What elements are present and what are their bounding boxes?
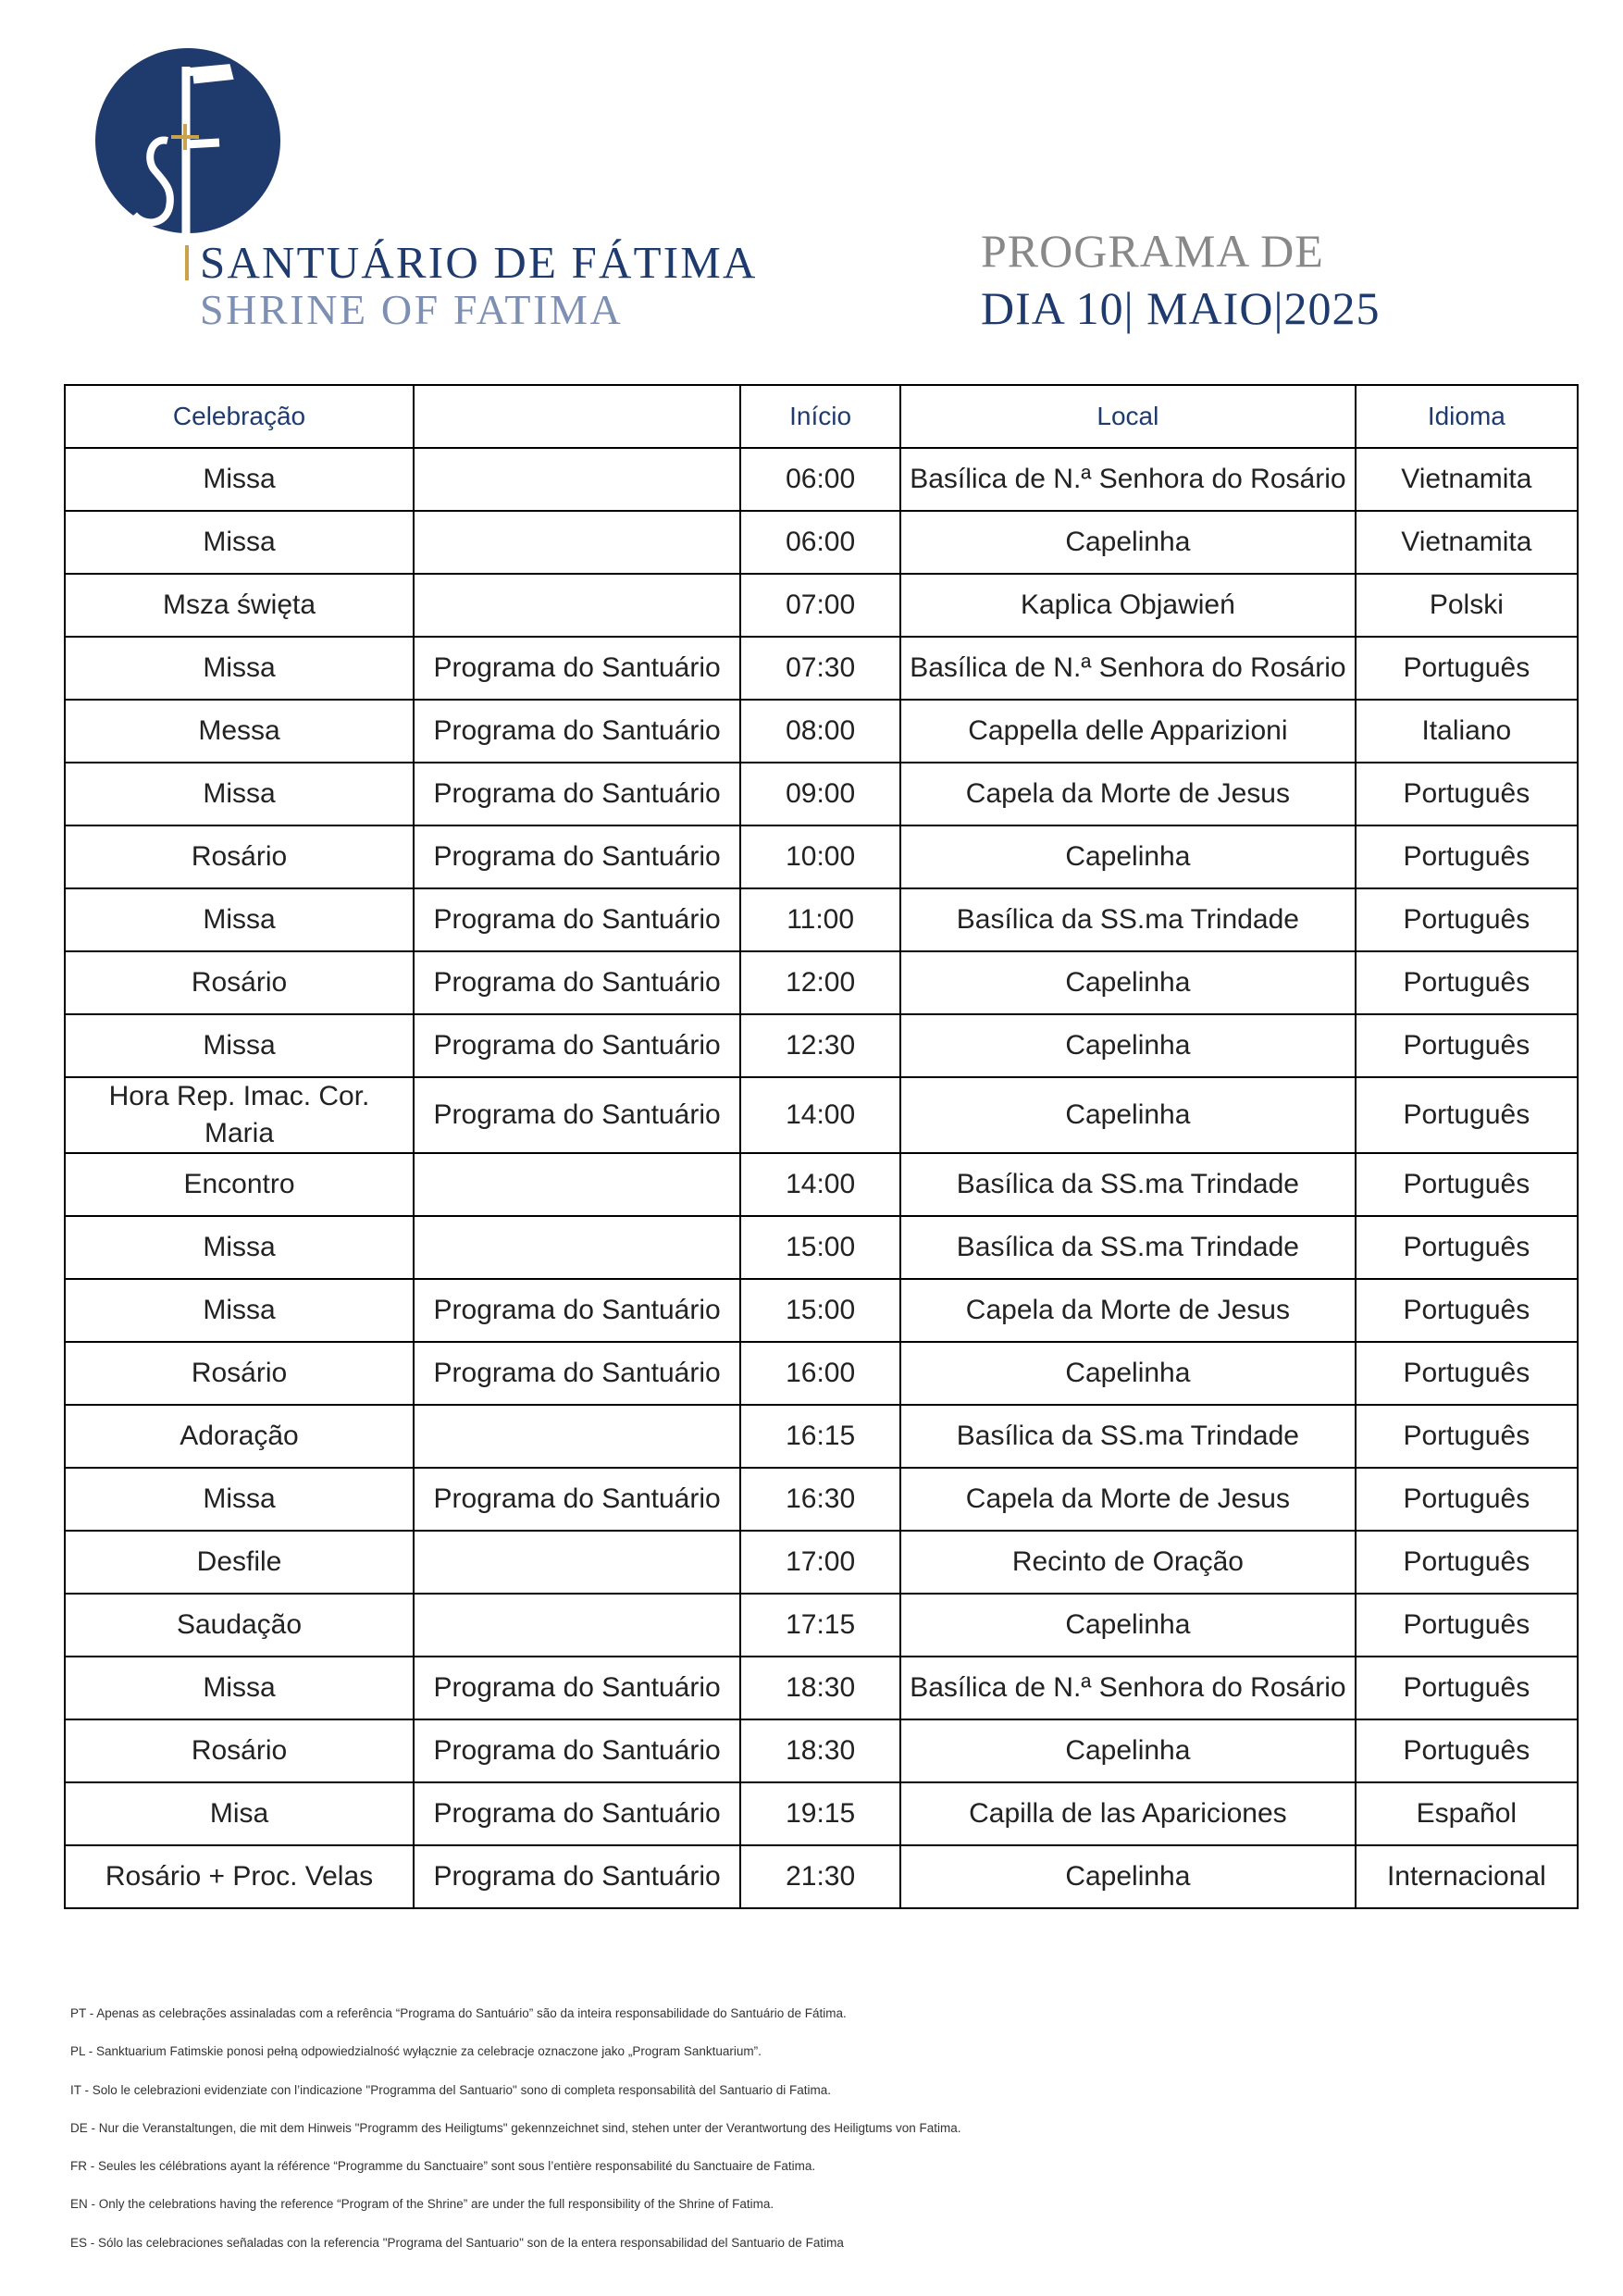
schedule-body — [65, 448, 1578, 1908]
cell-local: Capelinha — [900, 951, 1356, 1014]
cell-idioma: Português — [1356, 951, 1578, 1014]
cell-idioma: Italiano — [1356, 700, 1578, 763]
cell-local: Capelinha — [900, 1014, 1356, 1077]
cell-programa: Programa do Santuário — [414, 763, 740, 825]
cell-local: Basílica da SS.ma Trindade — [900, 888, 1356, 951]
cell-programa: Programa do Santuário — [414, 1014, 740, 1077]
cell-idioma: Polski — [1356, 574, 1578, 637]
cell-inicio: 09:00 — [740, 763, 900, 825]
sf-monogram-icon — [95, 48, 280, 233]
cell-celebracao: Missa — [65, 1216, 414, 1279]
cell-local: Capela da Morte de Jesus — [900, 763, 1356, 825]
cell-celebracao: Rosário — [65, 825, 414, 888]
cell-idioma: Español — [1356, 1782, 1578, 1845]
cell-inicio: 16:00 — [740, 1342, 900, 1405]
cell-programa: Programa do Santuário — [414, 825, 740, 888]
cell-local: Recinto de Oração — [900, 1531, 1356, 1594]
cell-celebracao: Saudação — [65, 1594, 414, 1657]
cell-inicio: 19:15 — [740, 1782, 900, 1845]
cell-local: Basílica de N.ª Senhora do Rosário — [900, 1657, 1356, 1719]
table-row — [65, 1657, 1578, 1719]
cell-idioma: Português — [1356, 1279, 1578, 1342]
cell-local: Capelinha — [900, 1342, 1356, 1405]
cell-programa — [414, 1153, 740, 1216]
cell-inicio: 15:00 — [740, 1216, 900, 1279]
cell-inicio: 16:15 — [740, 1405, 900, 1468]
cell-local: Cappella delle Apparizioni — [900, 700, 1356, 763]
table-row — [65, 637, 1578, 700]
table-row — [65, 511, 1578, 574]
footnotes — [70, 2006, 961, 2274]
cell-celebracao: Missa — [65, 511, 414, 574]
cell-inicio: 08:00 — [740, 700, 900, 763]
cell-programa: Programa do Santuário — [414, 1657, 740, 1719]
cell-programa — [414, 1531, 740, 1594]
cell-idioma: Português — [1356, 637, 1578, 700]
footnote-line: PL - Sanktuarium Fatimskie ponosi pełną odpowiedzialność wyłącznie za celebracje oznaczone jako „Program Sanktuarium”. — [70, 2044, 762, 2059]
cell-inicio: 10:00 — [740, 825, 900, 888]
cell-local: Basílica de N.ª Senhora do Rosário — [900, 448, 1356, 511]
title-date: DIA 10| MAIO|2025 — [981, 282, 1381, 334]
cell-programa: Programa do Santuário — [414, 1719, 740, 1782]
cell-celebracao: Missa — [65, 637, 414, 700]
cell-celebracao: Rosário — [65, 1342, 414, 1405]
table-row — [65, 1342, 1578, 1405]
table-row — [65, 1153, 1578, 1216]
cell-local: Capelinha — [900, 511, 1356, 574]
program-title — [981, 224, 1380, 335]
cell-inicio: 17:00 — [740, 1531, 900, 1594]
cell-inicio: 12:30 — [740, 1014, 900, 1077]
cell-inicio: 15:00 — [740, 1279, 900, 1342]
brand-name-en: SHRINE OF FATIMA — [200, 286, 624, 333]
cell-idioma: Português — [1356, 888, 1578, 951]
cell-programa: Programa do Santuário — [414, 951, 740, 1014]
cell-celebracao: Missa — [65, 1279, 414, 1342]
cell-programa — [414, 511, 740, 574]
brand-name-pt: SANTUÁRIO DE FÁTIMA — [200, 237, 758, 288]
table-row — [65, 825, 1578, 888]
table-row — [65, 1719, 1578, 1782]
header-programa — [414, 385, 740, 448]
cell-inicio: 14:00 — [740, 1077, 900, 1153]
cell-celebracao: Missa — [65, 1657, 414, 1719]
cell-local: Capelinha — [900, 825, 1356, 888]
cell-idioma: Português — [1356, 1216, 1578, 1279]
cell-inicio: 12:00 — [740, 951, 900, 1014]
cell-inicio: 07:00 — [740, 574, 900, 637]
table-row — [65, 1077, 1578, 1153]
cell-celebracao: Missa — [65, 1468, 414, 1531]
cell-inicio: 07:30 — [740, 637, 900, 700]
cell-programa: Programa do Santuário — [414, 1342, 740, 1405]
footnote-line: EN - Only the celebrations having the reference “Program of the Shrine” are under the full responsibility of the Shrine of Fatima. — [70, 2197, 774, 2212]
title-line-1: PROGRAMA DE — [981, 225, 1324, 277]
cell-local: Capelinha — [900, 1719, 1356, 1782]
cell-inicio: 06:00 — [740, 511, 900, 574]
cell-local: Capelinha — [900, 1077, 1356, 1153]
cell-local: Capelinha — [900, 1594, 1356, 1657]
table-row — [65, 1531, 1578, 1594]
table-row — [65, 448, 1578, 511]
footnote-line: ES - Sólo las celebraciones señaladas con la referencia "Programa del Santuario" son de la entera responsabilidad del Santuario de Fatima — [70, 2235, 844, 2250]
cell-celebracao: Rosário — [65, 951, 414, 1014]
cell-idioma: Português — [1356, 1657, 1578, 1719]
cell-idioma: Português — [1356, 1719, 1578, 1782]
table-row — [65, 1594, 1578, 1657]
cell-celebracao: Desfile — [65, 1531, 414, 1594]
cell-inicio: 16:30 — [740, 1468, 900, 1531]
cell-celebracao: Rosário + Proc. Velas — [65, 1845, 414, 1908]
table-row — [65, 763, 1578, 825]
cell-celebracao: Adoração — [65, 1405, 414, 1468]
table-row — [65, 888, 1578, 951]
cell-celebracao: Missa — [65, 763, 414, 825]
cell-idioma: Português — [1356, 1153, 1578, 1216]
cell-local: Kaplica Objawień — [900, 574, 1356, 637]
cell-local: Capelinha — [900, 1845, 1356, 1908]
cell-idioma: Português — [1356, 1342, 1578, 1405]
table-row — [65, 700, 1578, 763]
brand-gold-bar — [185, 245, 189, 280]
table-row — [65, 1216, 1578, 1279]
cell-celebracao: Messa — [65, 700, 414, 763]
table-row — [65, 1845, 1578, 1908]
header-celebracao: Celebração — [65, 385, 414, 448]
table-row — [65, 951, 1578, 1014]
cell-idioma: Português — [1356, 1594, 1578, 1657]
cell-idioma: Português — [1356, 825, 1578, 888]
cell-celebracao: Missa — [65, 448, 414, 511]
cell-programa — [414, 1405, 740, 1468]
header-local: Local — [900, 385, 1356, 448]
table-row — [65, 1279, 1578, 1342]
header-inicio: Início — [740, 385, 900, 448]
table-header-row — [65, 385, 1578, 448]
schedule-table — [64, 384, 1579, 1909]
cell-inicio: 21:30 — [740, 1845, 900, 1908]
footnote-line: DE - Nur die Veranstaltungen, die mit dem Hinweis "Programm des Heiligtums" gekennzeichnet sind, stehen unter der Verantwortung des Heiligtums von Fatima. — [70, 2120, 961, 2135]
cell-inicio: 06:00 — [740, 448, 900, 511]
cell-idioma: Vietnamita — [1356, 448, 1578, 511]
cell-idioma: Português — [1356, 1014, 1578, 1077]
cell-idioma: Português — [1356, 1077, 1578, 1153]
cell-programa: Programa do Santuário — [414, 1468, 740, 1531]
cell-idioma: Português — [1356, 1531, 1578, 1594]
cell-local: Capela da Morte de Jesus — [900, 1468, 1356, 1531]
table-row — [65, 1782, 1578, 1845]
cell-idioma: Internacional — [1356, 1845, 1578, 1908]
cell-inicio: 18:30 — [740, 1719, 900, 1782]
cell-inicio: 11:00 — [740, 888, 900, 951]
cell-celebracao: Misa — [65, 1782, 414, 1845]
cell-inicio: 14:00 — [740, 1153, 900, 1216]
footnote-line: FR - Seules les célébrations ayant la référence “Programme du Sanctuaire” sont sous l’entière responsabilité du Sanctuaire de Fatima. — [70, 2159, 816, 2174]
cell-celebracao: Encontro — [65, 1153, 414, 1216]
brand-block — [185, 236, 758, 334]
cell-idioma: Português — [1356, 763, 1578, 825]
cell-programa — [414, 448, 740, 511]
cell-inicio: 17:15 — [740, 1594, 900, 1657]
cell-local: Capela da Morte de Jesus — [900, 1279, 1356, 1342]
cell-celebracao: Rosário — [65, 1719, 414, 1782]
cell-programa: Programa do Santuário — [414, 700, 740, 763]
cell-celebracao: Missa — [65, 888, 414, 951]
cell-inicio: 18:30 — [740, 1657, 900, 1719]
cell-idioma: Português — [1356, 1468, 1578, 1531]
header-idioma: Idioma — [1356, 385, 1578, 448]
table-row — [65, 1468, 1578, 1531]
cell-idioma: Vietnamita — [1356, 511, 1578, 574]
footnote-line: IT - Solo le celebrazioni evidenziate con l’indicazione "Programma del Santuario" sono di completa responsabilità del Santuario di Fatima. — [70, 2082, 832, 2097]
cell-celebracao: Msza święta — [65, 574, 414, 637]
cell-programa: Programa do Santuário — [414, 1845, 740, 1908]
cell-programa: Programa do Santuário — [414, 1279, 740, 1342]
table-row — [65, 1014, 1578, 1077]
cell-celebracao: Missa — [65, 1014, 414, 1077]
cell-programa: Programa do Santuário — [414, 1782, 740, 1845]
cell-local: Basílica de N.ª Senhora do Rosário — [900, 637, 1356, 700]
footnote-line: PT - Apenas as celebrações assinaladas com a referência “Programa do Santuário” são da inteira responsabilidade do Santuário de Fátima. — [70, 2006, 847, 2020]
cell-local: Basílica da SS.ma Trindade — [900, 1405, 1356, 1468]
cell-programa — [414, 1216, 740, 1279]
cell-programa: Programa do Santuário — [414, 637, 740, 700]
table-row — [65, 1405, 1578, 1468]
cell-programa: Programa do Santuário — [414, 1077, 740, 1153]
table-row — [65, 574, 1578, 637]
cell-local: Basílica da SS.ma Trindade — [900, 1216, 1356, 1279]
cell-celebracao: Hora Rep. Imac. Cor. Maria — [65, 1077, 414, 1153]
cell-programa: Programa do Santuário — [414, 888, 740, 951]
cell-local: Capilla de las Apariciones — [900, 1782, 1356, 1845]
cell-idioma: Português — [1356, 1405, 1578, 1468]
cell-programa — [414, 1594, 740, 1657]
cell-local: Basílica da SS.ma Trindade — [900, 1153, 1356, 1216]
cell-programa — [414, 574, 740, 637]
